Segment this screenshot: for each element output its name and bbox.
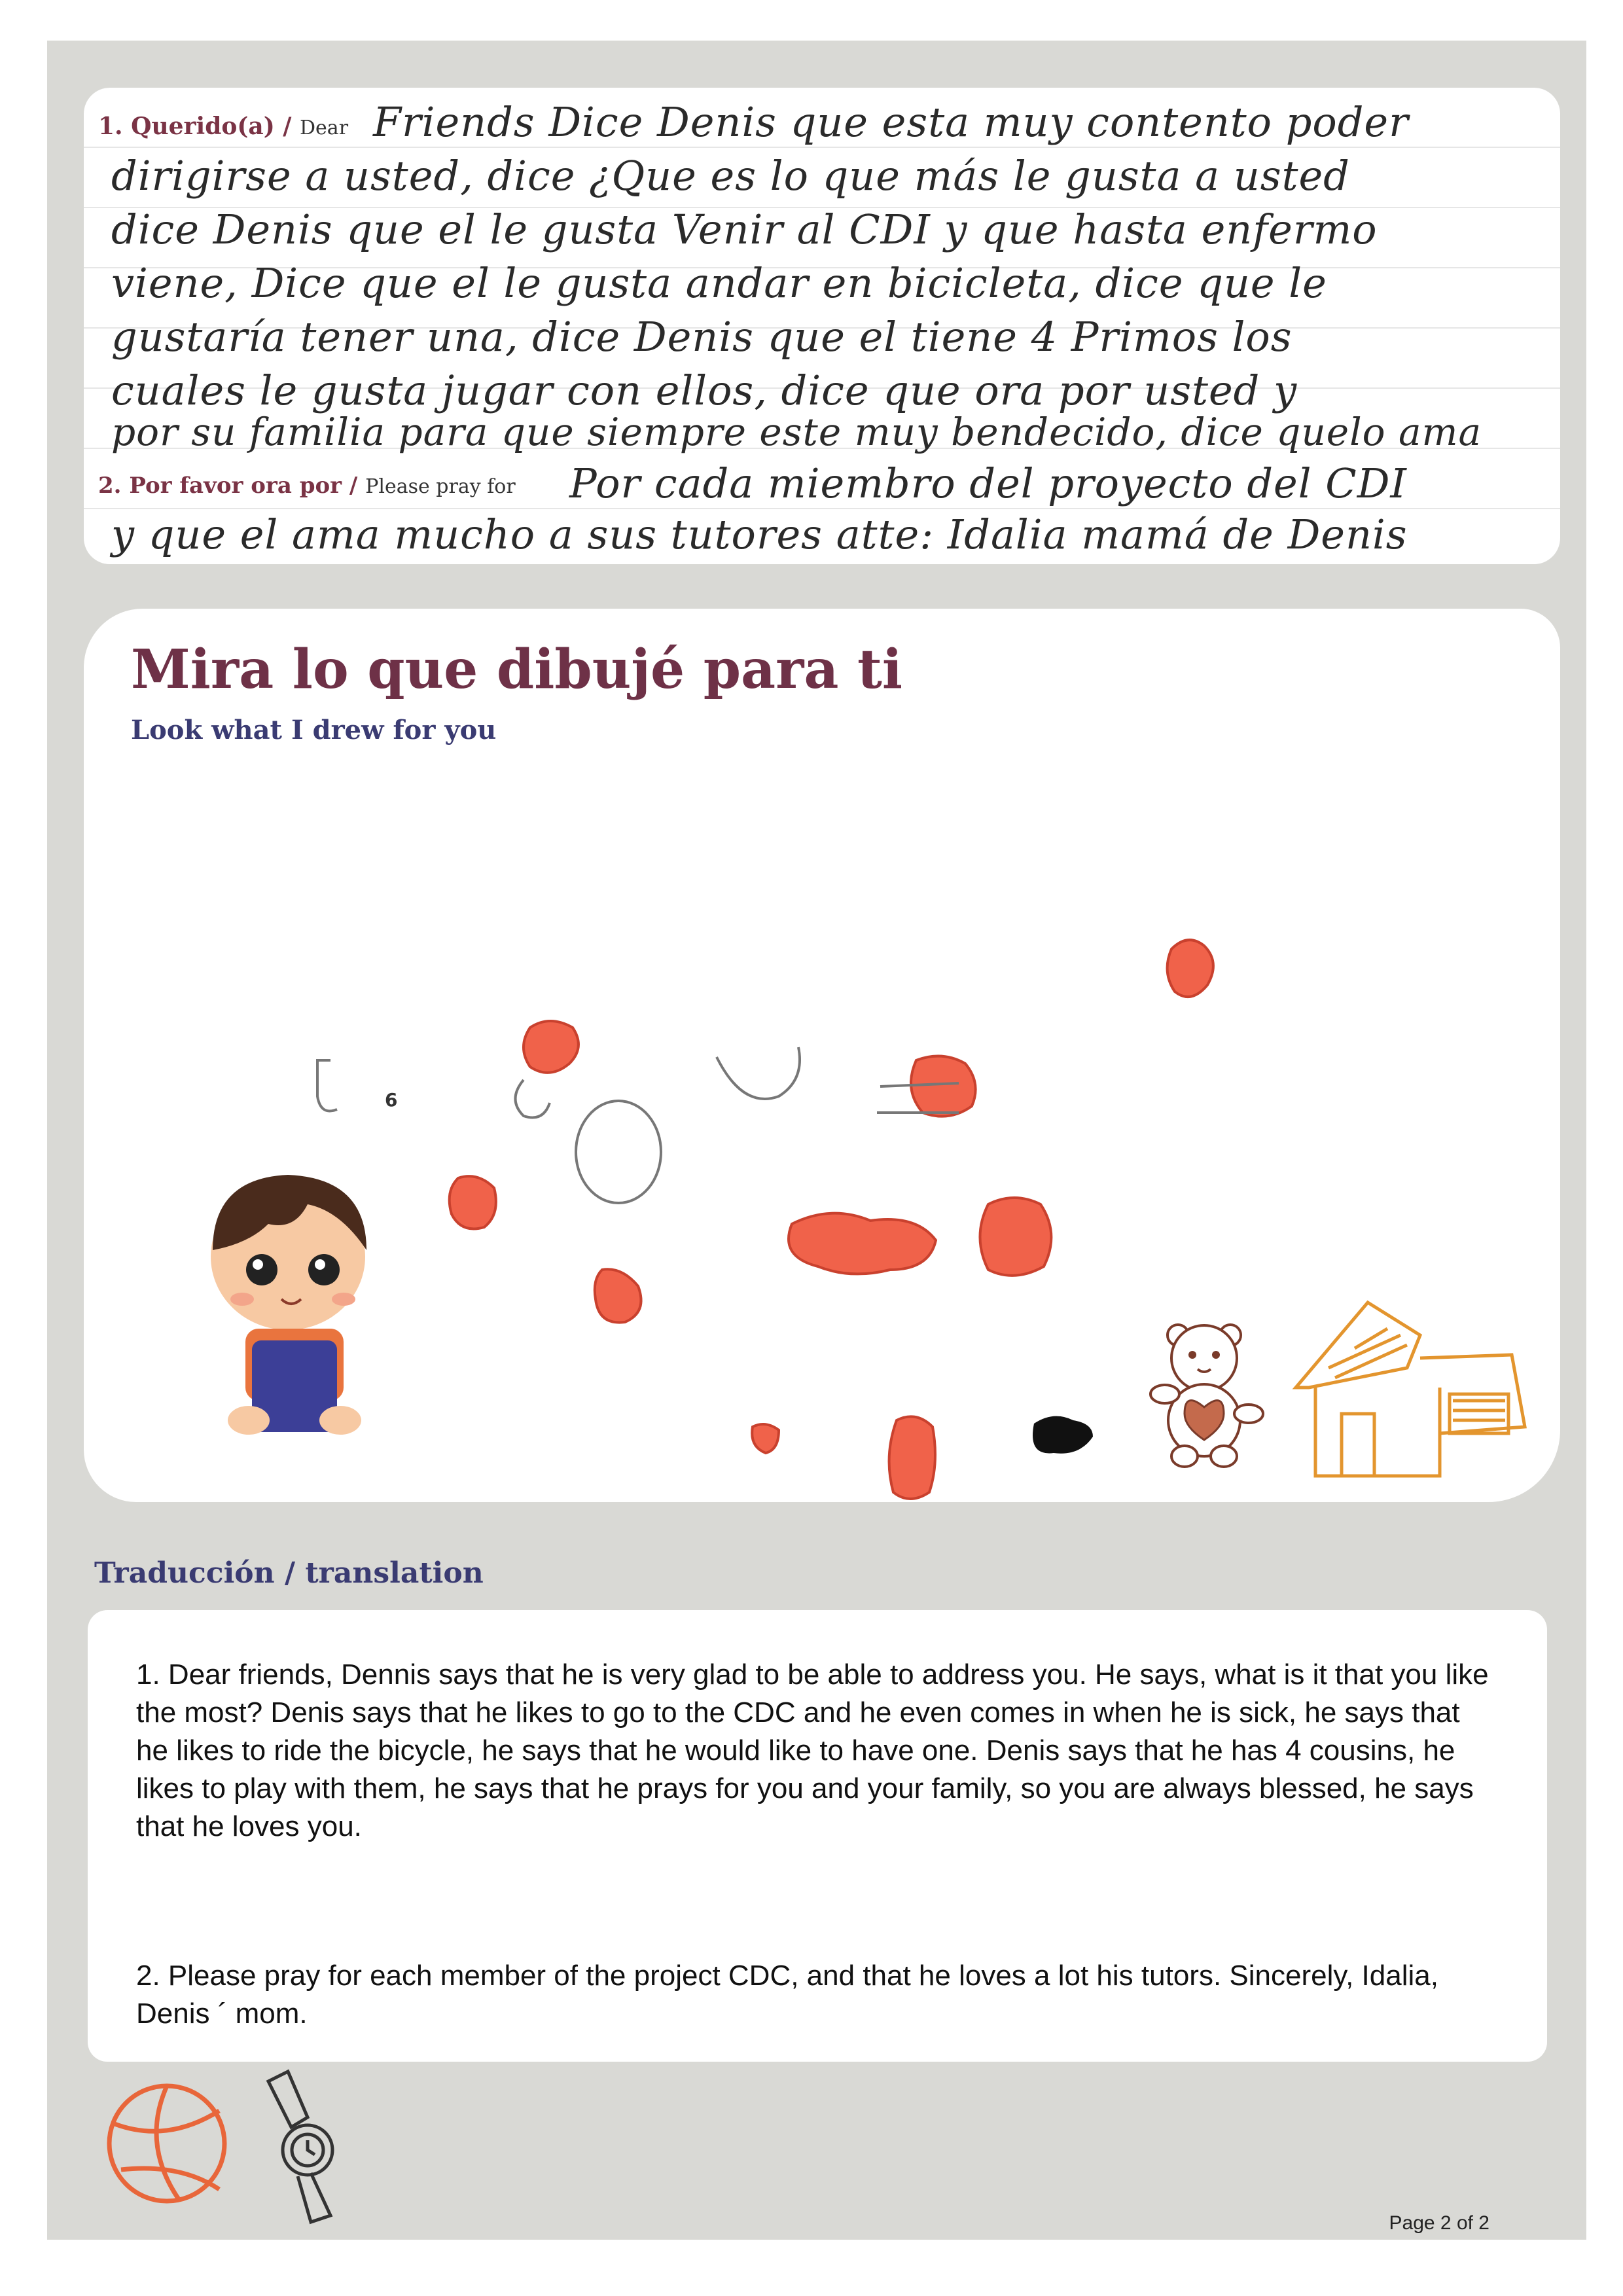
handwriting-line-8: Por cada miembro del proyecto del CDI bbox=[569, 459, 1407, 507]
handwriting-line-1: Friends Dice Denis que esta muy contento poder bbox=[373, 98, 1409, 146]
scribble-1 bbox=[1168, 940, 1213, 997]
pencil-six bbox=[317, 1060, 337, 1111]
dear-prompt-en: Dear bbox=[300, 117, 349, 139]
handwriting-line-2: dirigirse a usted, dice ¿Que es lo que más le gusta a usted bbox=[111, 152, 1350, 200]
pencil-swirl bbox=[516, 1080, 550, 1118]
handwriting-line-9: y que el ama mucho a sus tutores atte: Idalia mamá de Denis bbox=[111, 511, 1408, 558]
scribble-8 bbox=[889, 1416, 935, 1499]
handwriting-line-5: gustaría tener una, dice Denis que el tiene 4 Primos los bbox=[111, 313, 1293, 361]
handwriting-line-4: viene, Dice que el le gusta andar en bicicleta, dice que le bbox=[111, 259, 1327, 307]
pray-prompt-en: Please pray for bbox=[365, 475, 516, 498]
scribble-6 bbox=[980, 1198, 1052, 1276]
dear-prompt-es: 1. Querido(a) / bbox=[98, 113, 292, 140]
beach-ball-icon bbox=[101, 2078, 232, 2209]
scribble-7 bbox=[595, 1269, 641, 1322]
house-icon bbox=[1289, 1296, 1538, 1486]
page-number: Page 2 of 2 bbox=[1389, 2212, 1489, 2234]
handwriting-line-6: cuales le gusta jugar con ellos, dice que ora por usted y bbox=[111, 367, 1298, 414]
pencil-marks bbox=[317, 1047, 959, 1203]
drawing-title: Mira lo que dibujé para ti bbox=[131, 638, 903, 701]
teddy-bear-icon bbox=[1152, 1322, 1283, 1473]
scribble-3 bbox=[911, 1056, 976, 1117]
pencil-u-shape bbox=[717, 1047, 800, 1099]
handwriting-line-3: dice Denis que el le gusta Venir al CDI y que hasta enfermo bbox=[111, 206, 1378, 253]
scribble-black bbox=[1033, 1416, 1093, 1454]
scribble-9 bbox=[752, 1424, 779, 1453]
child-illustration bbox=[190, 1172, 386, 1446]
translation-paragraph-1: 1. Dear friends, Dennis says that he is very glad to be able to address you. He says, what is it that you like the most? Denis says that he likes to go to the CDC and he even comes in when he is sick, he says that he likes to ride the bicycle, he says that he would like to have one. Denis says that he has 4 cousins, he likes to play with them, he says that he prays for you and your family, so you are always blessed, he says that he loves you. bbox=[136, 1659, 1489, 1842]
pray-prompt-es: 2. Por favor ora por / bbox=[98, 473, 358, 499]
scribble-4 bbox=[450, 1176, 496, 1229]
wristwatch-icon bbox=[259, 2068, 357, 2225]
translation-paragraph-2: 2. Please pray for each member of the project CDC, and that he loves a lot his tutors. Sincerely, Idalia, Denis ´ mom. bbox=[136, 1960, 1438, 2030]
translation-heading: Traducción / translation bbox=[94, 1556, 484, 1590]
number-mark: 6 bbox=[385, 1089, 398, 1111]
handwriting-line-7: por su familia para que siempre este muy bendecido, dice quelo ama bbox=[111, 410, 1482, 454]
scribble-2 bbox=[524, 1021, 579, 1073]
drawing-subtitle: Look what I drew for you bbox=[131, 715, 497, 745]
scribble-5 bbox=[789, 1213, 936, 1274]
pencil-circle-1 bbox=[576, 1101, 661, 1203]
